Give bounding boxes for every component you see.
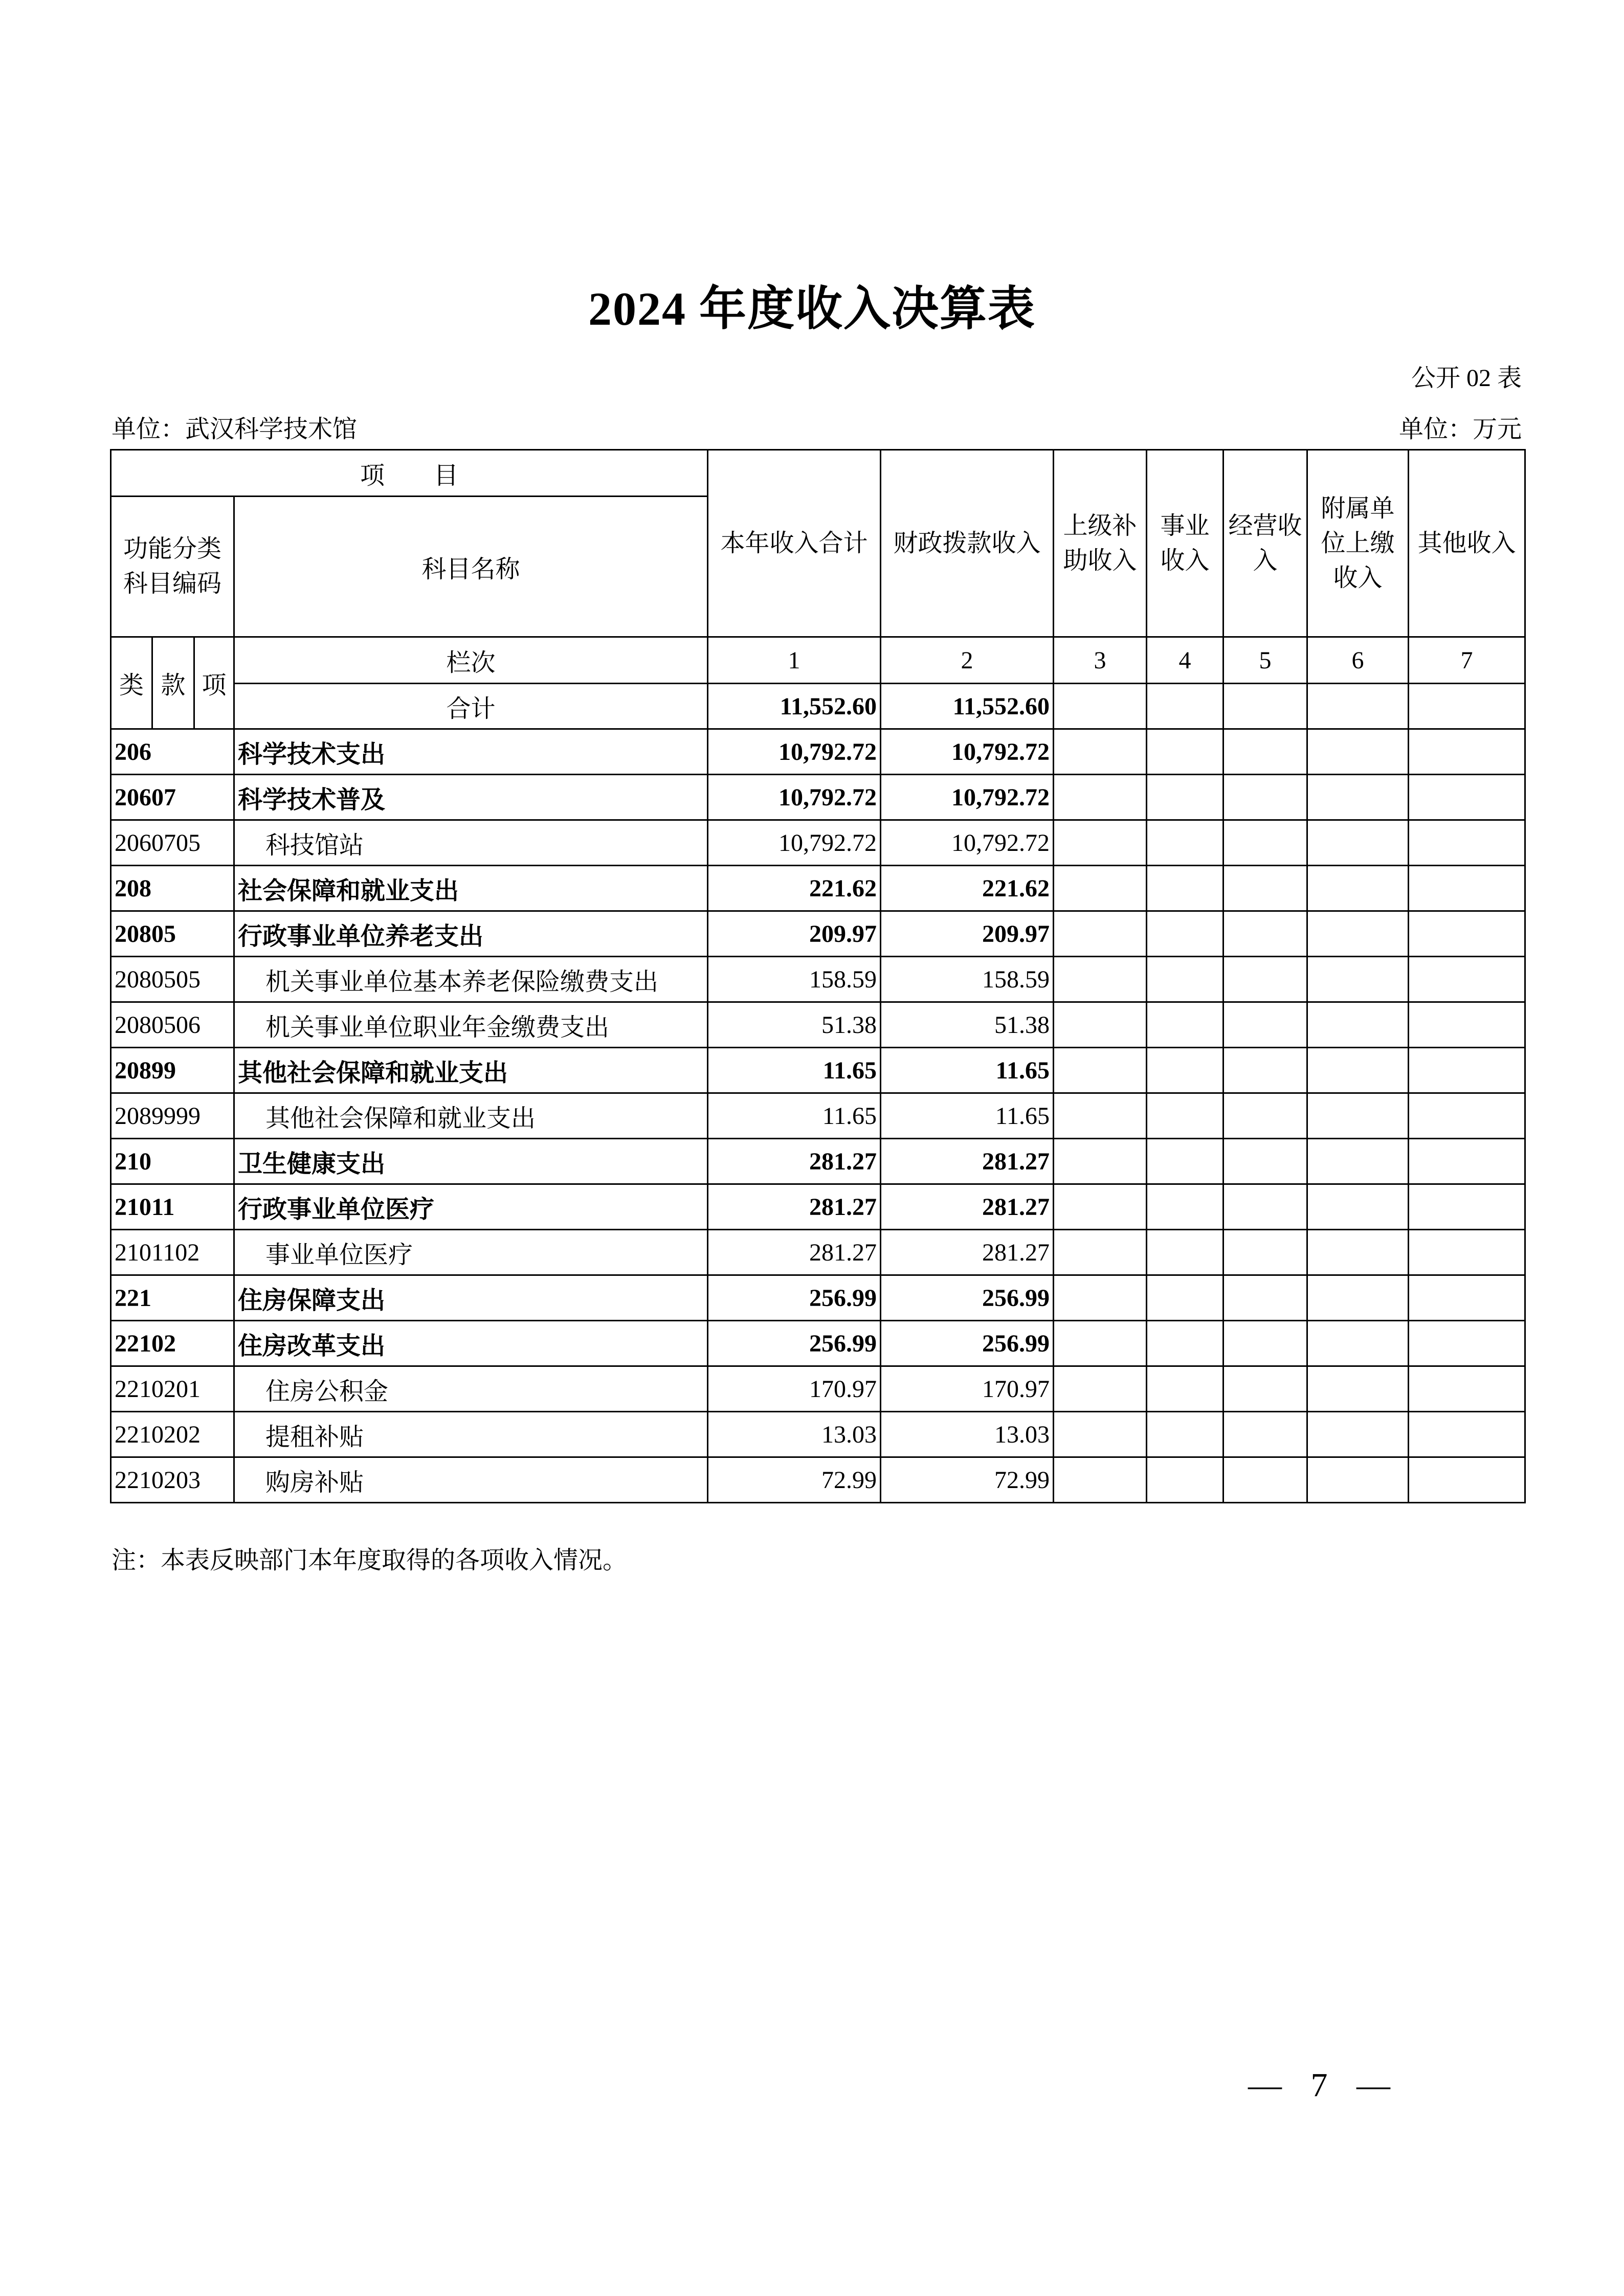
column-number: 5 [1223, 637, 1307, 684]
total-income-sum: 11,552.60 [708, 684, 881, 729]
subject-code: 221 [111, 1275, 234, 1321]
total-income-value: 11.65 [708, 1048, 881, 1093]
empty-cell [1223, 1275, 1307, 1321]
subject-name: 其他社会保障和就业支出 [234, 1093, 708, 1139]
fiscal-income-value: 10,792.72 [881, 729, 1054, 775]
table-row [111, 1184, 1525, 1230]
header-fiscal-income: 财政拨款收入 [881, 450, 1054, 637]
empty-cell [1223, 866, 1307, 911]
header-subject-name: 科目名称 [234, 497, 708, 637]
fiscal-income-value: 10,792.72 [881, 820, 1054, 866]
header-lei: 类 [111, 637, 152, 729]
fiscal-income-value: 221.62 [881, 866, 1054, 911]
empty-cell [1223, 1230, 1307, 1275]
table-row [111, 1139, 1525, 1184]
empty-cell [1054, 1321, 1147, 1366]
subject-name: 提租补贴 [234, 1412, 708, 1457]
fiscal-income-value: 11.65 [881, 1048, 1054, 1093]
empty-cell [1307, 775, 1409, 820]
subject-name: 住房公积金 [234, 1366, 708, 1412]
empty-cell [1054, 866, 1147, 911]
empty-cell [1409, 1139, 1525, 1184]
column-number: 3 [1054, 637, 1147, 684]
empty-cell [1054, 1457, 1147, 1503]
empty-cell [1147, 1321, 1223, 1366]
empty-cell [1054, 1139, 1147, 1184]
table-body [111, 729, 1525, 1503]
footnote: 注：本表反映部门本年度取得的各项收入情况。 [112, 1547, 628, 1574]
empty-cell [1307, 1366, 1409, 1412]
empty-cell [1054, 957, 1147, 1002]
total-fiscal-sum: 11,552.60 [881, 684, 1054, 729]
income-table [110, 449, 1526, 1503]
empty-cell [1307, 1230, 1409, 1275]
subject-code: 20805 [111, 911, 234, 957]
empty-cell [1054, 1366, 1147, 1412]
table-row [111, 1093, 1525, 1139]
total-income-value: 221.62 [708, 866, 881, 911]
empty-cell [1307, 957, 1409, 1002]
header-other-income: 其他收入 [1409, 450, 1525, 637]
empty-cell [1223, 957, 1307, 1002]
total-income-value: 10,792.72 [708, 820, 881, 866]
empty-cell [1307, 1048, 1409, 1093]
fiscal-income-value: 256.99 [881, 1321, 1054, 1366]
empty-cell [1054, 1184, 1147, 1230]
fiscal-income-value: 10,792.72 [881, 775, 1054, 820]
total-income-value: 13.03 [708, 1412, 881, 1457]
empty-cell [1223, 1048, 1307, 1093]
empty-cell [1054, 1002, 1147, 1048]
subject-name: 科学技术普及 [234, 775, 708, 820]
header-xiang: 项 [194, 637, 234, 729]
header-project: 项 目 [111, 450, 708, 497]
subject-code: 2210202 [111, 1412, 234, 1457]
empty-cell [1147, 1093, 1223, 1139]
subject-name: 卫生健康支出 [234, 1139, 708, 1184]
table-row [111, 775, 1525, 820]
table-row [111, 1412, 1525, 1457]
empty-cell [1054, 775, 1147, 820]
subject-name: 行政事业单位养老支出 [234, 911, 708, 957]
empty-cell [1223, 1366, 1307, 1412]
subject-code: 2080505 [111, 957, 234, 1002]
fiscal-income-value: 72.99 [881, 1457, 1054, 1503]
subject-name: 购房补贴 [234, 1457, 708, 1503]
fiscal-income-value: 256.99 [881, 1275, 1054, 1321]
empty-cell [1054, 1093, 1147, 1139]
empty-cell [1409, 1048, 1525, 1093]
subject-code: 2080506 [111, 1002, 234, 1048]
subject-code: 21011 [111, 1184, 234, 1230]
empty-cell [1307, 820, 1409, 866]
subject-code: 210 [111, 1139, 234, 1184]
header-total-income: 本年收入合计 [708, 450, 881, 637]
table-row [111, 1002, 1525, 1048]
total-income-value: 256.99 [708, 1321, 881, 1366]
empty-cell [1409, 1093, 1525, 1139]
subject-name: 住房改革支出 [234, 1321, 708, 1366]
empty-cell [1223, 1184, 1307, 1230]
fiscal-income-value: 11.65 [881, 1093, 1054, 1139]
table-row [111, 1230, 1525, 1275]
header-affiliated-income: 附属单位上缴收入 [1307, 450, 1409, 637]
empty-cell [1147, 1275, 1223, 1321]
empty-cell [1147, 1457, 1223, 1503]
empty-cell [1054, 820, 1147, 866]
total-income-value: 281.27 [708, 1139, 881, 1184]
subject-name: 住房保障支出 [234, 1275, 708, 1321]
subject-name: 科学技术支出 [234, 729, 708, 775]
total-income-value: 170.97 [708, 1366, 881, 1412]
total-income-value: 10,792.72 [708, 775, 881, 820]
page-title: 2024 年度收入决算表 [588, 283, 1036, 335]
total-income-value: 281.27 [708, 1230, 881, 1275]
table-row [111, 729, 1525, 775]
subject-name: 机关事业单位职业年金缴费支出 [234, 1002, 708, 1048]
subject-name: 事业单位医疗 [234, 1230, 708, 1275]
header-business-income: 事业收入 [1147, 450, 1223, 637]
empty-cell [1054, 729, 1147, 775]
empty-cell [1147, 1366, 1223, 1412]
header-operating-income: 经营收入 [1223, 450, 1307, 637]
form-number: 公开 02 表 [1411, 365, 1522, 392]
subject-code: 2101102 [111, 1230, 234, 1275]
total-income-value: 256.99 [708, 1275, 881, 1321]
empty-cell [1409, 911, 1525, 957]
empty-cell [1409, 1184, 1525, 1230]
header-kuan: 款 [152, 637, 194, 729]
fiscal-income-value: 209.97 [881, 911, 1054, 957]
page-number: — 7 — [1248, 2066, 1400, 2104]
total-income-value: 10,792.72 [708, 729, 881, 775]
empty-cell [1223, 729, 1307, 775]
empty-cell [1054, 1048, 1147, 1093]
fiscal-income-value: 170.97 [881, 1366, 1054, 1412]
empty-cell [1409, 1366, 1525, 1412]
empty-cell [1307, 1275, 1409, 1321]
empty-cell [1409, 1275, 1525, 1321]
empty-cell [1223, 1002, 1307, 1048]
column-number: 7 [1409, 637, 1525, 684]
empty-cell [1147, 775, 1223, 820]
empty-cell [1409, 820, 1525, 866]
table-row [111, 1457, 1525, 1503]
empty-cell [1223, 911, 1307, 957]
subject-name: 社会保障和就业支出 [234, 866, 708, 911]
fiscal-income-value: 13.03 [881, 1412, 1054, 1457]
empty-cell [1223, 1412, 1307, 1457]
empty-cell [1409, 729, 1525, 775]
fiscal-income-value: 51.38 [881, 1002, 1054, 1048]
empty-cell [1147, 1139, 1223, 1184]
empty-cell [1307, 1412, 1409, 1457]
empty-cell [1307, 1457, 1409, 1503]
empty-cell [1223, 1457, 1307, 1503]
column-number: 2 [881, 637, 1054, 684]
subject-name: 行政事业单位医疗 [234, 1184, 708, 1230]
table-row [111, 866, 1525, 911]
empty-cell [1307, 1002, 1409, 1048]
unit-currency: 单位：万元 [1398, 416, 1522, 443]
empty-cell [1307, 866, 1409, 911]
fiscal-income-value: 158.59 [881, 957, 1054, 1002]
empty-cell [1223, 775, 1307, 820]
empty-cell [1054, 911, 1147, 957]
subject-code: 20607 [111, 775, 234, 820]
empty-cell [1054, 1275, 1147, 1321]
subject-code: 206 [111, 729, 234, 775]
empty-cell [1409, 1321, 1525, 1366]
empty-cell [1054, 1230, 1147, 1275]
empty-cell [1307, 729, 1409, 775]
total-income-value: 281.27 [708, 1184, 881, 1230]
fiscal-income-value: 281.27 [881, 1230, 1054, 1275]
subject-name: 科技馆站 [234, 820, 708, 866]
empty-cell [1147, 729, 1223, 775]
subject-name: 其他社会保障和就业支出 [234, 1048, 708, 1093]
empty-cell [1147, 1184, 1223, 1230]
table-row [111, 1366, 1525, 1412]
empty-cell [1307, 1093, 1409, 1139]
subject-code: 20899 [111, 1048, 234, 1093]
table-row [111, 957, 1525, 1002]
empty-cell [1223, 1321, 1307, 1366]
empty-cell [1409, 775, 1525, 820]
total-income-value: 11.65 [708, 1093, 881, 1139]
table-row [111, 820, 1525, 866]
empty-cell [1223, 1093, 1307, 1139]
empty-cell [1409, 866, 1525, 911]
empty-cell [1223, 1139, 1307, 1184]
subject-code: 2210201 [111, 1366, 234, 1412]
empty-cell [1409, 1002, 1525, 1048]
total-income-value: 72.99 [708, 1457, 881, 1503]
empty-cell [1409, 1457, 1525, 1503]
table-row [111, 911, 1525, 957]
total-label: 合计 [234, 684, 708, 729]
subject-code: 2060705 [111, 820, 234, 866]
empty-cell [1147, 1412, 1223, 1457]
empty-cell [1147, 1002, 1223, 1048]
empty-cell [1307, 911, 1409, 957]
empty-cell [1147, 957, 1223, 1002]
empty-cell [1223, 820, 1307, 866]
total-income-value: 158.59 [708, 957, 881, 1002]
column-number: 6 [1307, 637, 1409, 684]
empty-cell [1147, 911, 1223, 957]
header-column-index: 栏次 [234, 637, 708, 684]
table-row [111, 1275, 1525, 1321]
unit-organization: 单位：武汉科学技术馆 [112, 416, 358, 443]
subject-code: 22102 [111, 1321, 234, 1366]
header-superior-subsidy: 上级补助收入 [1054, 450, 1147, 637]
empty-cell [1147, 820, 1223, 866]
subject-code: 2089999 [111, 1093, 234, 1139]
header-function-code: 功能分类科目编码 [111, 497, 234, 637]
empty-cell [1409, 1230, 1525, 1275]
subject-code: 208 [111, 866, 234, 911]
empty-cell [1054, 1412, 1147, 1457]
empty-cell [1409, 957, 1525, 1002]
empty-cell [1307, 1139, 1409, 1184]
total-income-value: 209.97 [708, 911, 881, 957]
empty-cell [1147, 1230, 1223, 1275]
empty-cell [1307, 1321, 1409, 1366]
total-income-value: 51.38 [708, 1002, 881, 1048]
column-number: 4 [1147, 637, 1223, 684]
empty-cell [1147, 866, 1223, 911]
empty-cell [1307, 1184, 1409, 1230]
table-row [111, 1048, 1525, 1093]
column-number: 1 [708, 637, 881, 684]
subject-code: 2210203 [111, 1457, 234, 1503]
empty-cell [1409, 1412, 1525, 1457]
subject-name: 机关事业单位基本养老保险缴费支出 [234, 957, 708, 1002]
fiscal-income-value: 281.27 [881, 1184, 1054, 1230]
empty-cell [1147, 1048, 1223, 1093]
table-row [111, 1321, 1525, 1366]
fiscal-income-value: 281.27 [881, 1139, 1054, 1184]
